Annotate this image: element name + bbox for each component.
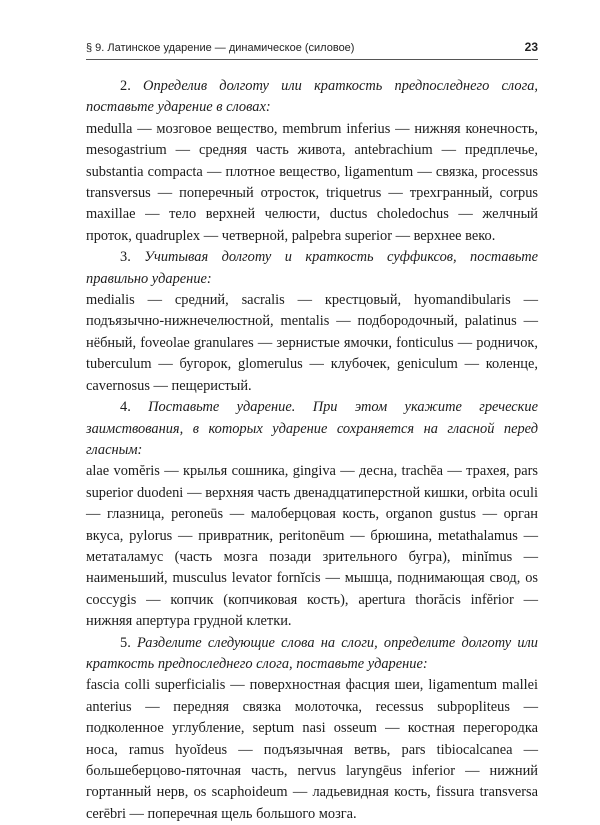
task-number: 4. bbox=[120, 399, 131, 416]
task-3-instruction bbox=[86, 247, 538, 290]
task-number: 2. bbox=[120, 78, 131, 94]
task-5-instruction bbox=[86, 633, 538, 676]
task-4-words: alae vomĕris — крылья сошника, gingiva — десна, trachēa — трахея, pars superior duodeni — верхняя часть двенадцатиперстной кишки, orbita oculi — глазница, peroneūs — малоберцовая кость, organon gustus — орган вкуса, pylorus — привратник, peritonēum — брюшина, metathalamus — метаталамус (часть мозга позади зрительного бугра), minĭmus — наименьший, musculus levator fornĭcis — мышца, поднимающая свод, os coccygis — копчик (копчиковая кость), apertura thorăcis infĕrior — нижняя апертура грудной клетки. bbox=[86, 463, 538, 630]
task-instruction: Учитывая долготу и краткость суффиксов, поставьте правильно ударение: bbox=[86, 249, 538, 287]
task-number: 5. bbox=[120, 634, 131, 651]
exercise-text bbox=[86, 76, 538, 825]
task-4-instruction bbox=[86, 397, 538, 461]
task-instruction: Определив долготу или краткость предпоследнего слога, поставьте ударение в словах: bbox=[86, 78, 538, 116]
task-5-words: fascia colli superficialis — поверхностная фасция шеи, ligamentum mallei anterius — передняя связка молоточка, recessus subpopliteus — подколенное углубление, septum nasi osseum — костная перегородка носа, ramus hyoĭdeus — подъязычная ветвь, pars tibiocalcanea — большеберцово-пяточная часть, nervus laryngēus inferior — нижний гортанный нерв, os scaphoideum — ладьевидная кость, fissura transversa cerēbri — поперечная щель большого мозга. bbox=[86, 677, 538, 822]
task-3-words: medialis — средний, sacralis — крестцовый, hyomandibularis — подъязычно-нижнечелюстной, mentalis — подбородочный, palatinus — нёбный, foveolae granulares — зернистые ямочки, fonticulus — родничок, tuberculum — бугорок, glomerulus — клубочек, geniculum — коленце, cavernosus — пещеристый. bbox=[86, 292, 538, 394]
task-instruction: Разделите следующие слова на слоги, определите долготу или краткость предпоследнего слога, поставьте ударение: bbox=[86, 634, 538, 672]
section-title: § 9. Латинское ударение — динамическое (силовое) bbox=[86, 42, 355, 54]
task-number: 3. bbox=[120, 249, 131, 266]
task-2-words: medulla — мозговое вещество, membrum inferius — нижняя конечность, mesogastrium — средняя часть живота, antebrachium — предплечье, substantia compacta — плотное вещество, ligamentum — связка, processus transversus — поперечный отросток, triquetrus — трехгранный, corpus maxillae — тело верхней челюсти, ductus choledochus — желчный проток, quadruplex — четверной, palpebra superior — верхнее веко. bbox=[86, 120, 538, 244]
page-number: 23 bbox=[524, 40, 538, 54]
task-instruction: Поставьте ударение. При этом укажите греческие заимствования, в которых ударение сохраняется на гласной перед гласным: bbox=[86, 399, 538, 458]
task-2-instruction bbox=[86, 76, 538, 119]
header-rule bbox=[86, 59, 538, 60]
running-header bbox=[86, 40, 538, 54]
